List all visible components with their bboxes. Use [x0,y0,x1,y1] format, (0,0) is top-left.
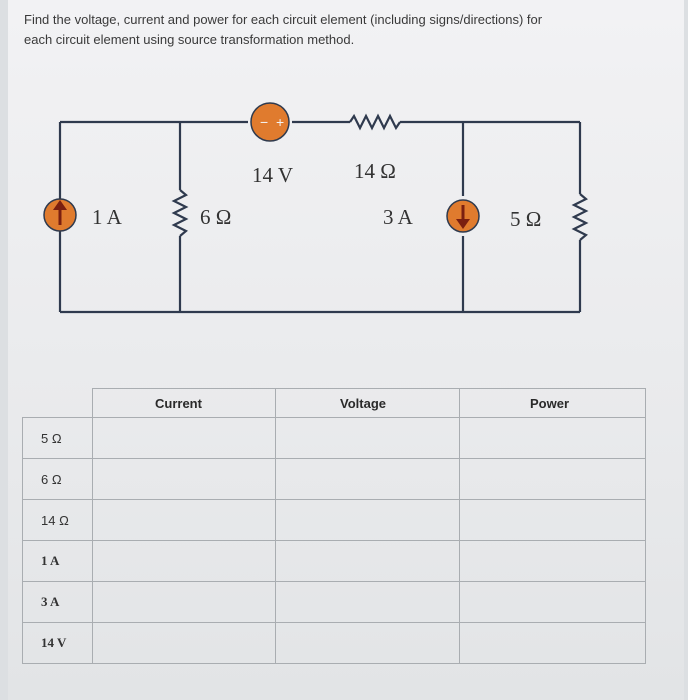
label-3a: 3 A [383,205,413,229]
cell-current-14-ohm[interactable] [93,500,276,541]
row-label-14-ohm: 14 Ω [23,500,93,541]
row-label-3a: 3 A [23,582,93,623]
table-row [23,582,646,623]
cell-power-5-ohm[interactable] [460,418,646,459]
row-label-5-ohm: 5 Ω [23,418,93,459]
table-header-row [23,389,646,418]
answer-table [22,388,646,664]
cell-current-1a[interactable] [93,541,276,582]
table-row [23,459,646,500]
table-row [23,541,646,582]
table-row [23,623,646,664]
resistor-14-symbol [350,116,400,128]
minus-icon: − [260,114,269,130]
label-6-ohm: 6 Ω [200,205,232,229]
label-1a: 1 A [92,205,122,229]
table-corner [23,389,93,418]
current-source-3a [447,200,479,232]
cell-voltage-1a[interactable] [276,541,460,582]
voltage-source-14v [251,103,289,141]
cell-power-14v[interactable] [460,623,646,664]
table-row [23,418,646,459]
cell-power-3a[interactable] [460,582,646,623]
label-5-ohm: 5 Ω [510,207,542,231]
cell-power-1a[interactable] [460,541,646,582]
column-header-current: Current [93,389,276,418]
label-14v: 14 V [252,163,294,187]
cell-current-6-ohm[interactable] [93,459,276,500]
resistor-5-symbol [574,194,586,240]
cell-voltage-3a[interactable] [276,582,460,623]
cell-voltage-5-ohm[interactable] [276,418,460,459]
row-label-1a: 1 A [23,541,93,582]
problem-line-2: each circuit element using source transformation method. [24,32,355,47]
column-header-voltage: Voltage [276,389,460,418]
plus-icon: + [276,114,285,130]
label-14-ohm: 14 Ω [354,159,396,183]
row-label-14v: 14 V [23,623,93,664]
cell-voltage-14-ohm[interactable] [276,500,460,541]
cell-voltage-14v[interactable] [276,623,460,664]
cell-current-5-ohm[interactable] [93,418,276,459]
cell-voltage-6-ohm[interactable] [276,459,460,500]
table-row [23,500,646,541]
cell-current-14v[interactable] [93,623,276,664]
cell-power-6-ohm[interactable] [460,459,646,500]
problem-line-1: Find the voltage, current and power for each circuit element (including signs/directions) for [24,12,543,27]
current-source-1a [44,199,76,231]
cell-current-3a[interactable] [93,582,276,623]
cell-power-14-ohm[interactable] [460,500,646,541]
resistor-6-symbol [174,190,186,236]
column-header-power: Power [460,389,646,418]
row-label-6-ohm: 6 Ω [23,459,93,500]
